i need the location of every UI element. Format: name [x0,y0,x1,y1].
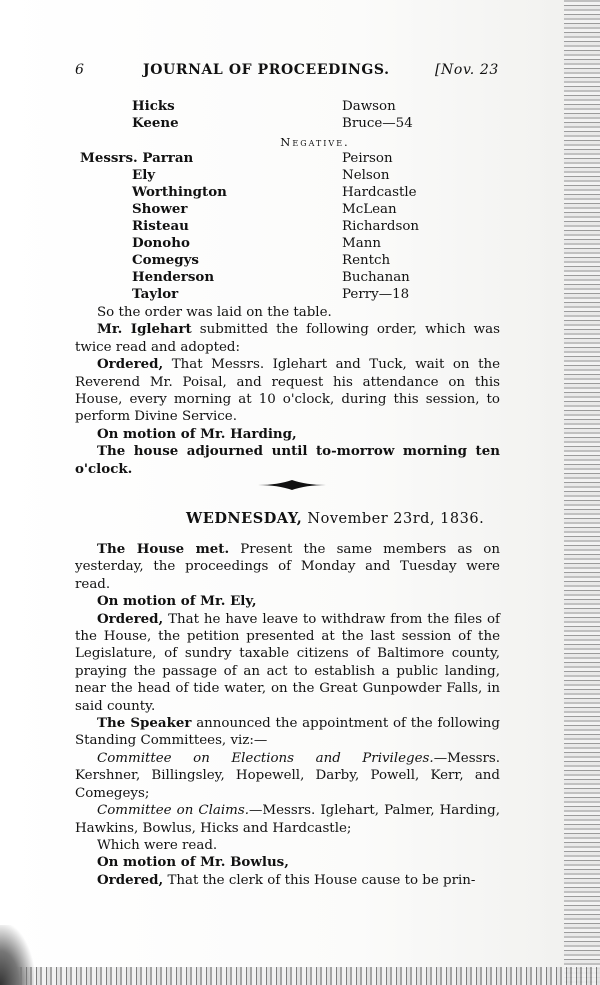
paragraph-motion-harding [75,426,500,443]
day-heading-date: November 23rd, 1836. [302,511,485,527]
negative-heading: Negative. [280,135,350,149]
vote-name-right: Perry—18 [342,287,410,302]
paragraph-text: announced the appointment of the following Standing Committees, viz:— [75,716,500,749]
paragraph-text: On motion of Mr. Harding, [97,425,297,442]
vote-name-left: Keene [132,115,179,131]
proceedings-text-lower [75,541,500,889]
vote-name-right: Richardson [342,219,420,234]
running-head-date: [Nov. 23 [435,62,499,78]
page-bottom-edge [0,967,600,985]
vote-name-left: Worthington [132,184,227,200]
vote-name-right: Hardcastle [342,185,417,200]
paragraph-text: On motion of Mr. Ely, [97,593,257,610]
page-edge-shadow [564,0,600,985]
paragraph-text: That Messrs. Iglehart and Tuck, wait on the Reverend Mr. Poisal, and request his attendance on this House, every morning at 10 o'clock, during this session, to perform Divine Service. [75,357,500,425]
vote-name-left: Risteau [132,218,189,234]
vote-name-left: Donoho [132,235,190,251]
paragraph-text: submitted the following order, which was twice read and adopted: [75,322,500,355]
committee-name: Committee on Elections and Privileges. [97,750,434,766]
paragraph-ordered-printing [75,872,500,889]
vote-name-left: Hicks [132,98,175,114]
vote-row [80,252,480,269]
committee-name: Committee on Claims. [97,803,249,819]
paragraph-lead: Mr. Iglehart [97,321,192,338]
ornamental-divider [258,479,326,491]
paragraph-house-met [75,541,500,593]
paragraph-text: That he have leave to withdraw from the files of the House, the petition presented at the last session of the Legislature, of sundry taxable citizens of Baltimore county, praying the passage of an act to establish a public landing, near the head of tide water, on the Great Gunpowder Falls, in said county. [75,611,500,714]
vote-row [80,201,480,218]
vote-row [80,115,480,132]
running-head [75,62,505,84]
vote-row [80,218,480,235]
vote-row [80,269,480,286]
vote-name-right: Rentch [342,253,391,268]
vote-row [80,235,480,252]
paragraph-ordered-petition [75,611,500,715]
proceedings-text-upper [75,304,500,478]
paragraph-speaker-committees [75,715,500,750]
vote-row [80,150,480,167]
paragraph-lead: The Speaker [97,715,192,732]
vote-name-left: Henderson [132,269,215,285]
paragraph-motion-bowlus [75,854,500,871]
vote-row [80,167,480,184]
vote-name-left: Parran [142,150,194,166]
vote-name-right: Nelson [342,168,390,183]
paragraph-laid-on-table [75,304,500,321]
paragraph-lead: Ordered, [97,871,164,888]
vote-row [80,98,480,115]
ink-blot [0,925,34,985]
paragraph-lead: Ordered, [97,610,164,627]
messrs-label [80,150,193,167]
paragraph-lead: The House met. [97,541,230,557]
vote-name-right: Mann [342,236,381,251]
paragraph-text: Which were read. [97,837,218,853]
paragraph-which-read [75,837,500,854]
paragraph-text: The house adjourned until to-morrow morning ten o'clock. [75,443,500,477]
day-heading [186,510,484,527]
paragraph-text: That the clerk of this House cause to be prin- [163,872,476,888]
paragraph-ordered-chaplain [75,356,500,426]
vote-name-left: Taylor [132,286,179,302]
vote-name-left: Shower [132,201,188,217]
paragraph-text: —Messrs. Iglehart, Palmer, Harding, Hawkins, Bowlus, Hicks and Hardcastle; [75,803,500,836]
paragraph-text: Present the same members as on yesterday, the proceedings of Monday and Tuesday were read. [75,542,500,592]
vote-list [80,98,480,303]
paragraph-text: So the order was laid on the table. [97,305,332,320]
journal-title: JOURNAL OF PROCEEDINGS. [143,62,390,78]
vote-name-left: Ely [132,167,156,183]
vote-row [80,184,480,201]
vote-row [80,286,480,303]
paragraph-committee-elections [75,750,500,802]
paragraph-adjourned [75,443,500,478]
paragraph-text: On motion of Mr. Bowlus, [97,854,289,871]
paragraph-iglehart-order [75,321,500,356]
vote-name-right: Dawson [342,99,396,114]
vote-name-right: Peirson [342,151,393,166]
vote-name-right: McLean [342,202,397,217]
paragraph-text: —Messrs. Kershner, Billingsley, Hopewell, Darby, Powell, Kerr, and Comegeys; [75,750,500,801]
messrs-text: Messrs. [80,150,138,166]
page-number: 6 [75,62,85,78]
vote-name-right: Buchanan [342,270,410,285]
paragraph-committee-claims [75,802,500,837]
day-heading-weekday: WEDNESDAY, [186,510,303,527]
vote-name-left: Comegys [132,252,199,268]
vote-name-right: Bruce—54 [342,116,413,131]
paragraph-motion-ely [75,593,500,610]
paragraph-lead: Ordered, [97,356,164,373]
